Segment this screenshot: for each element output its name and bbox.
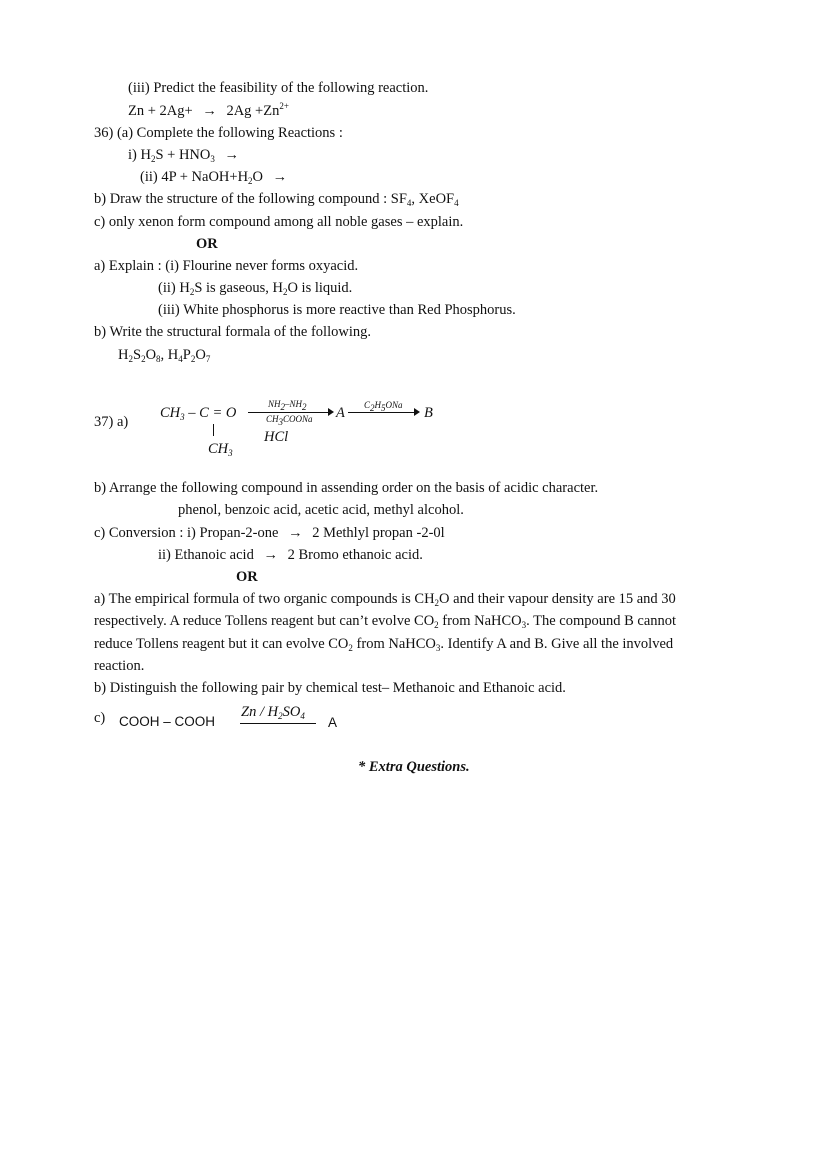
q36-b-sub2: 4 [454,198,459,208]
l2-s1: 2 [434,620,439,630]
q37-alt-a-line2 [94,612,676,630]
l3-s1: 2 [348,643,353,653]
l1-p2: O and their vapour density are 15 and 30 [439,591,676,607]
ch3-below-ch: CH [208,441,229,457]
r1b-b: COONa [283,414,313,424]
q37-alt-b: b) Distinguish the following pair by chemical test– Methanoic and Ethanoic acid. [94,680,566,696]
f-s1: 2 [128,354,133,364]
q36-b-mid: , XeOF [411,191,455,207]
product-a: A [336,405,345,421]
q35-reaction [128,102,289,120]
r1t-s1: 2 [280,402,286,412]
l1-s1: 2 [434,598,440,608]
q37-b-list: phenol, benzoic acid, acetic acid, methyl alcohol. [178,502,464,518]
c-reaction-line [240,723,316,724]
r2-a: C [364,400,371,410]
r2-s1: 2 [370,403,375,413]
arrowhead-2-icon [414,408,420,416]
reactant-ch-sub: 3 [180,412,185,422]
f-p6: O [195,347,206,363]
q36-b [94,190,459,208]
reaction-right-charge: 2+ [279,101,289,111]
q37-c-i [94,524,445,542]
q36-a-label: 36) (a) Complete the following Reactions : [94,125,343,141]
arrowhead-1-icon [328,408,334,416]
l3-p1: reduce Tollens reagent but it can evolve CO [94,636,349,652]
l2-p2: from NaHCO [438,613,522,629]
q37-reactant [160,404,236,422]
hcl: HCl [264,429,289,445]
q36-c: c) only xenon form compound among all noble gases – explain. [94,214,464,230]
q36-alt-ii-s1: 2 [189,287,195,297]
q37-alt-c-left: COOH – COOH [119,714,216,729]
r1t-b: –NH [285,399,303,409]
reaction-left: Zn + 2Ag+ [128,103,193,119]
q36-alt-b: b) Write the structural formala of the following. [94,324,371,340]
f-p2: S [132,347,142,363]
r2-b: H [374,400,382,410]
r2-c: ONa [385,400,403,410]
reactant-c-eq-o: – C = O [188,405,237,421]
q36-alt-ii [158,279,352,297]
f-p3: O [145,347,157,363]
q36-ii-sub1: 2 [248,176,253,186]
reagent1-top [268,398,307,410]
reagent1-bottom [266,413,313,425]
q36-i-sub2: 3 [210,154,215,164]
c-reagent-s1: 2 [278,711,283,721]
q36-alt-ii-p3: O is liquid. [287,280,353,296]
q36-b-text: b) Draw the structure of the following compound : SF [94,191,407,207]
q36-i [128,146,245,164]
r1b-a: CH [266,414,279,424]
l2-s2: 3 [521,620,527,630]
f-p4: , H [160,347,179,363]
c-ii-right: 2 Bromo ethanoic acid. [287,547,423,563]
q36-b-sub1: 4 [406,198,412,208]
product-b: B [424,405,433,421]
q36-i-prefix: i) H [128,147,151,163]
q37-alt-c-label: c) [94,710,106,726]
f-s5: 2 [190,354,196,364]
q37-alt-a-line4: reaction. [94,658,145,674]
q36-alt-a: a) Explain : (i) Flourine never forms oxyacid. [94,258,359,274]
c-i-right: 2 Methlyl propan -2-0l [312,525,445,541]
q36-formula [118,346,210,364]
c-ii-arrow: → [263,547,278,563]
q36-i-sub1: 2 [150,154,156,164]
q36-ii-mid: O [252,169,264,185]
f-p5: P [182,347,191,363]
q36-i-arrow: → [224,147,239,163]
q37-alt-c-product: A [328,715,338,730]
r1t-a: NH [268,399,281,409]
q37-alt-c-reagent [241,705,305,719]
or-separator-2: OR [236,569,258,585]
q37-c-ii [158,546,423,564]
q35-iii-text: (iii) Predict the feasibility of the following reaction. [128,80,429,96]
l3-s2: 3 [435,643,441,653]
q36-i-mid: S + HNO [155,147,211,163]
ch3-below [208,440,233,458]
l1-p1: a) The empirical formula of two organic compounds is CH [94,591,435,607]
c-reagent-b: SO [282,704,301,720]
q37-alt-a-line3 [94,635,673,653]
vertical-bond [213,424,214,436]
reaction-right: 2Ag +Zn [226,103,280,119]
f-s6: 7 [205,354,211,364]
footer-extra-questions: * Extra Questions. [358,759,470,775]
l2-p1: respectively. A reduce Tollens reagent but can’t evolve CO [94,613,435,629]
f-s3: 8 [156,354,161,364]
q36-ii [140,168,293,186]
or-separator-1: OR [196,236,218,252]
f-s4: 4 [178,354,183,364]
q37-label: 37) a) [94,414,129,430]
c-i-arrow: → [288,525,303,541]
c-reagent-a: Zn / H [241,704,279,720]
q36-alt-ii-p1: (ii) H [158,280,190,296]
q36-alt-ii-s2: 2 [282,287,288,297]
q37-alt-a-line1 [94,590,676,608]
r1b-s: 3 [278,417,284,427]
q36-alt-iii: (iii) White phosphorus is more reactive than Red Phosphorus. [158,302,516,318]
l3-p2: from NaHCO [352,636,436,652]
c-i-text: c) Conversion : i) Propan-2-one [94,525,279,541]
r2-s2: 5 [381,403,386,413]
ch3-below-sub: 3 [228,448,233,458]
q36-ii-prefix: (ii) 4P + NaOH+H [140,169,249,185]
c-ii-text: ii) Ethanoic acid [158,547,254,563]
c-reagent-s2: 4 [300,711,305,721]
f-p1: H [118,347,129,363]
q36-alt-ii-p2: S is gaseous, H [194,280,283,296]
r1t-s2: 2 [302,402,307,412]
reactant-ch: CH [160,405,181,421]
q36-ii-arrow: → [272,169,288,185]
l3-p3: . Identify A and B. Give all the involved [440,636,674,652]
l2-p3: . The compound B cannot [526,613,677,629]
reaction-arrow: → [202,103,217,119]
f-s2: 2 [141,354,146,364]
q37-b-title: b) Arrange the following compound in assending order on the basis of acidic character. [94,480,599,496]
reagent2 [364,399,403,411]
